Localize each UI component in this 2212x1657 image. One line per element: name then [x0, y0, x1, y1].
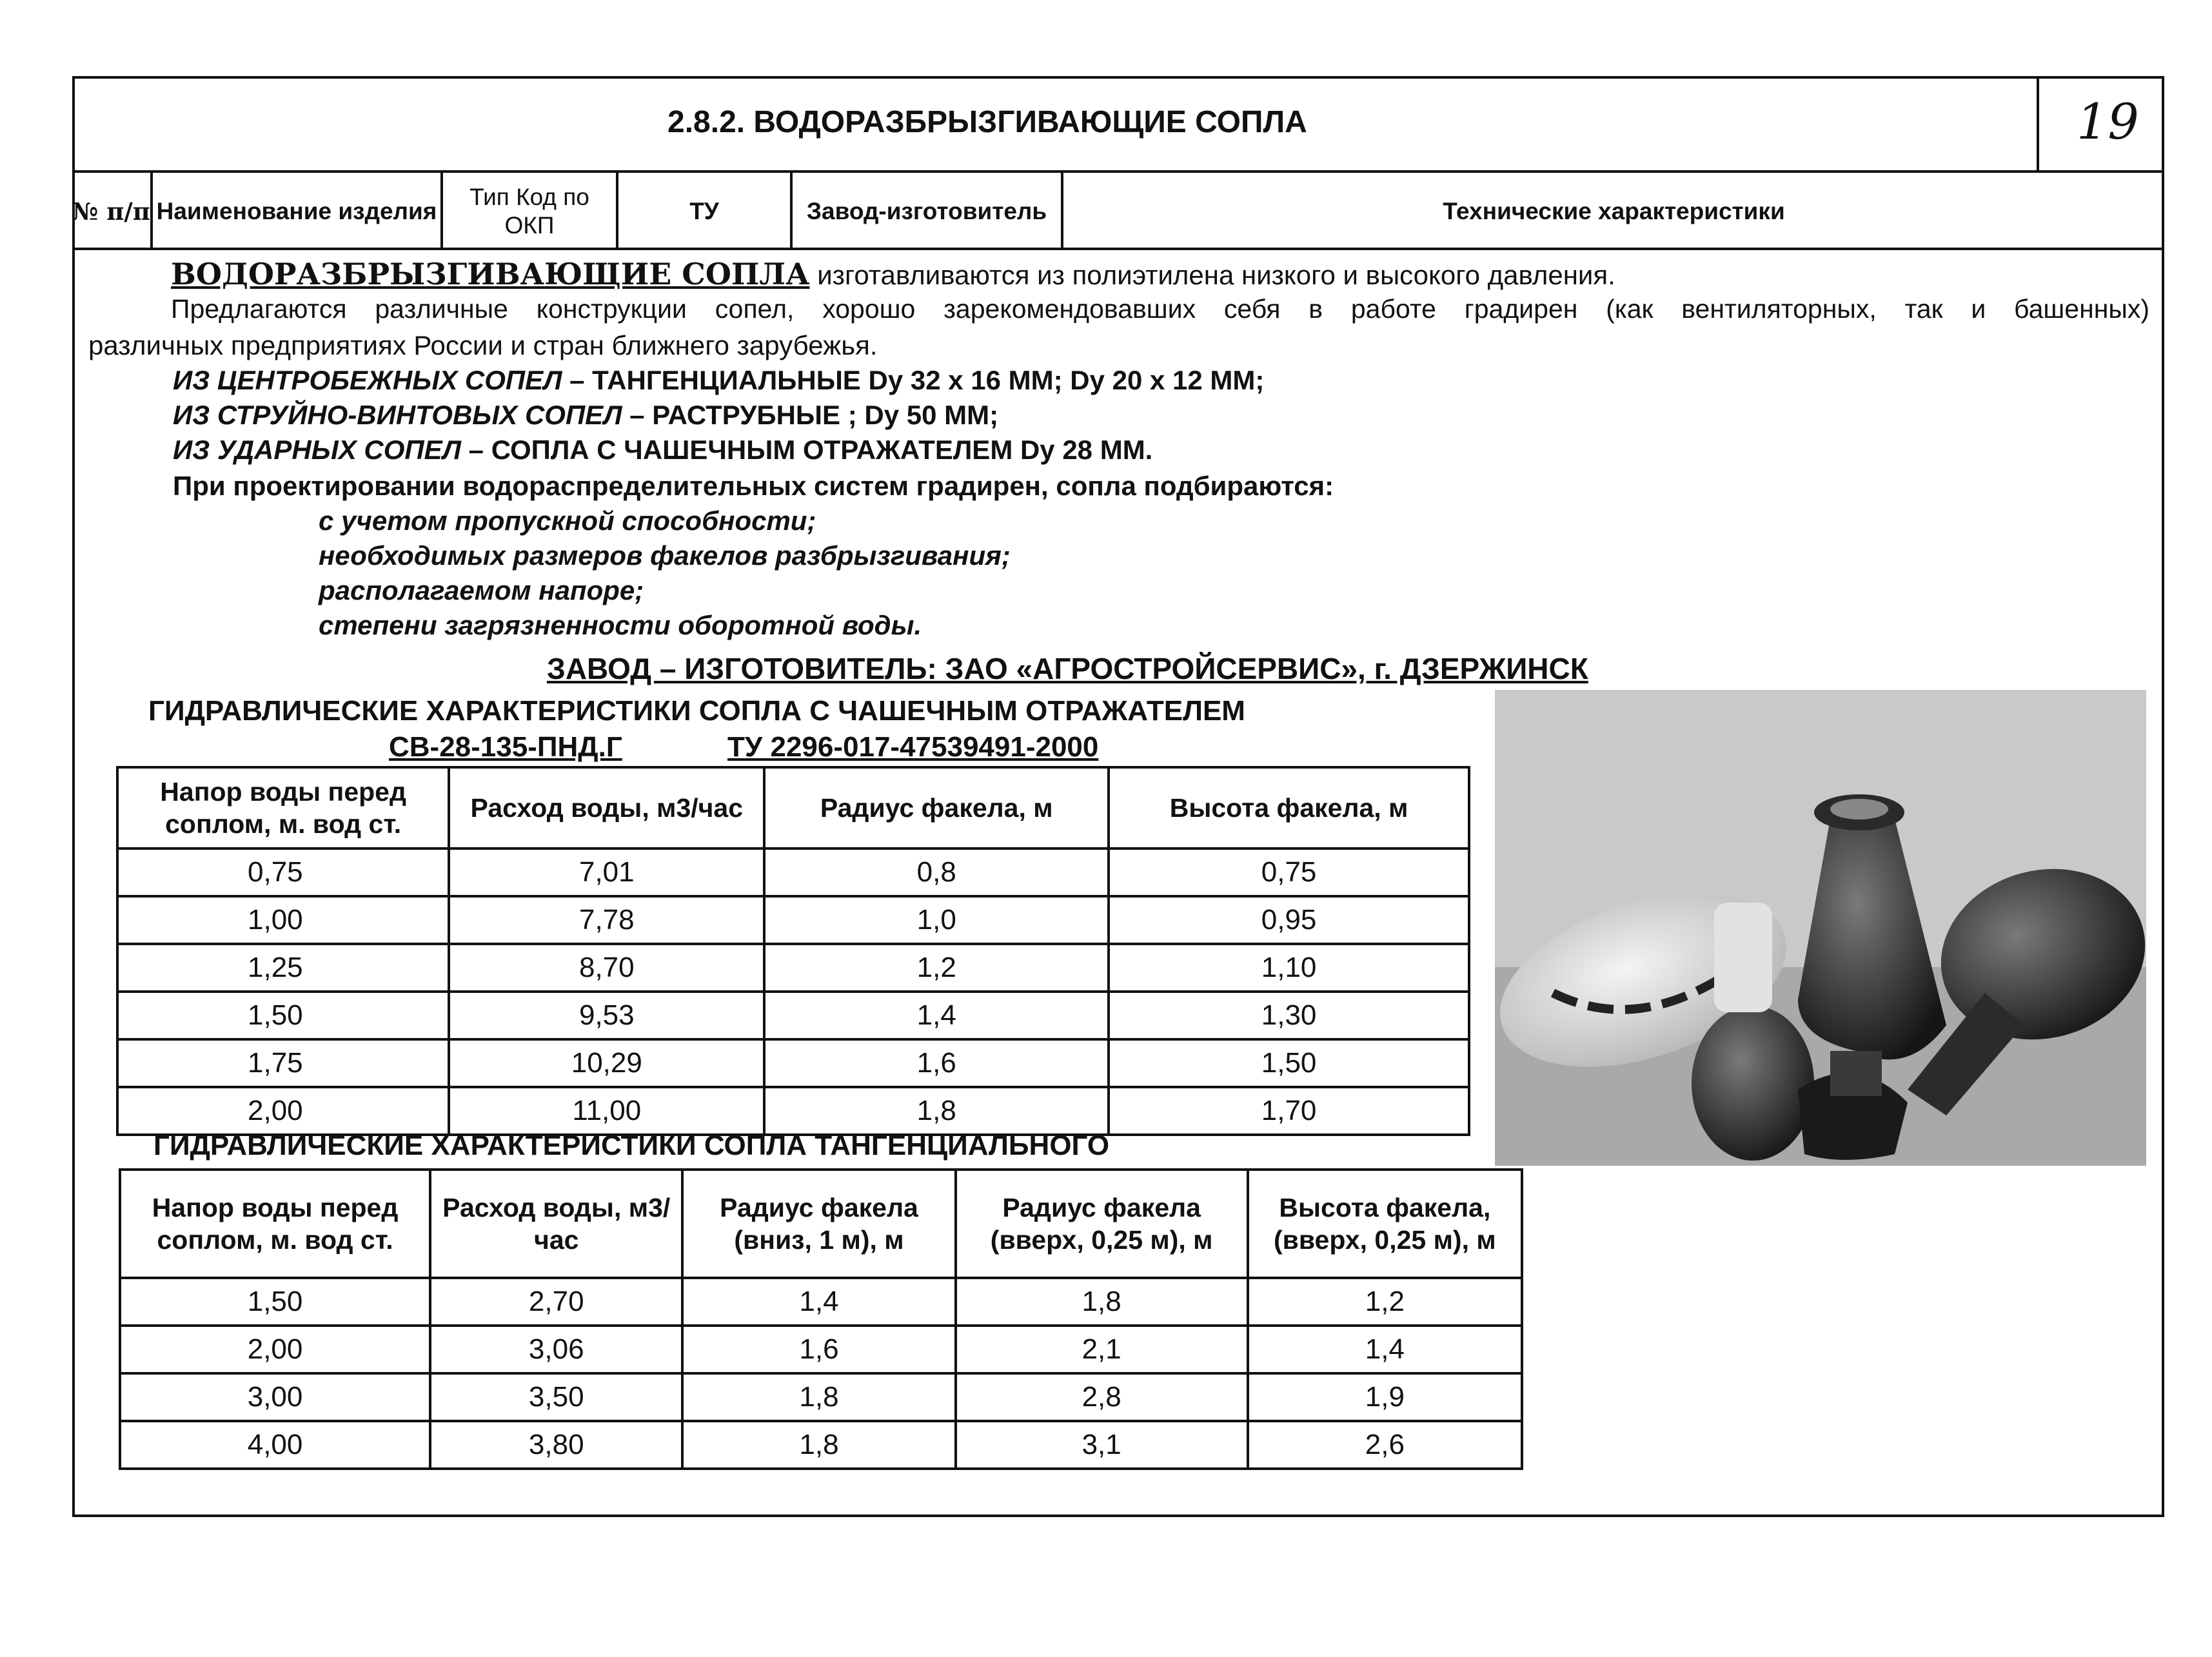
table1-model: СВ-28-135-ПНД.Г: [389, 731, 622, 763]
table2: [119, 1168, 1523, 1470]
table-cell: 1,00: [117, 896, 449, 944]
table-cell: 1,30: [1109, 992, 1469, 1039]
criterion-contamination: степени загрязненности оборотной воды.: [319, 610, 922, 640]
table-cell: 1,25: [117, 944, 449, 992]
table-cell: 2,00: [120, 1326, 430, 1373]
criterion-throughput: с учетом пропускной способности;: [319, 505, 816, 536]
criterion-spray-size: необходимых размеров факелов разбрызгивания;: [319, 540, 1011, 571]
table-cell: 1,4: [764, 992, 1109, 1039]
table-cell: 1,6: [764, 1039, 1109, 1087]
table1-header: Высота факела, м: [1109, 767, 1469, 848]
table-cell: 8,70: [449, 944, 764, 992]
header-tu: ТУ: [618, 173, 793, 250]
table-row: [117, 944, 1469, 992]
table-cell: 2,6: [1248, 1421, 1522, 1469]
header-tech: Технические характеристики: [1443, 198, 1785, 224]
table-cell: 1,6: [682, 1326, 955, 1373]
design-line: При проектировании водораспределительных систем градирен, сопла подбираются:: [173, 471, 1334, 501]
table-cell: 3,06: [430, 1326, 682, 1373]
table-cell: 3,1: [956, 1421, 1248, 1469]
table-cell: 0,75: [117, 848, 449, 896]
table-row: [120, 1421, 1522, 1469]
intro-paragraph-line1: Предлагаются различные конструкции сопел, хорошо зарекомендовавших себя в работе градирен (как вентиляторных, так и башенных): [171, 294, 2149, 324]
table-cell: 1,2: [764, 944, 1109, 992]
table-cell: 0,75: [1109, 848, 1469, 896]
list-item-centrifugal: ИЗ ЦЕНТРОБЕЖНЫХ СОПЕЛ – ТАНГЕНЦИАЛЬНЫЕ Dy 32 х 16 ММ; Dy 20 х 12 ММ;: [173, 365, 1265, 395]
table-cell: 1,10: [1109, 944, 1469, 992]
table-cell: 1,8: [682, 1421, 955, 1469]
table-cell: 2,00: [117, 1087, 449, 1135]
table-row: [117, 1039, 1469, 1087]
table-cell: 2,70: [430, 1278, 682, 1326]
intro-paragraph-line2: различных предприятиях России и стран ближнего зарубежья.: [88, 330, 878, 360]
header-type: Тип Код по ОКП: [443, 173, 618, 250]
page-title: 2.8.2. ВОДОРАЗБРЫЗГИВАЮЩИЕ СОПЛА: [667, 105, 1307, 139]
table-cell: 1,2: [1248, 1278, 1522, 1326]
table-row: [117, 992, 1469, 1039]
table-cell: 0,95: [1109, 896, 1469, 944]
table2-title: ГИДРАВЛИЧЕСКИЕ ХАРАКТЕРИСТИКИ СОПЛА ТАНГЕНЦИАЛЬНОГО: [153, 1130, 1110, 1161]
table-cell: 1,75: [117, 1039, 449, 1087]
intro-heading-line: [171, 257, 1615, 291]
table-cell: 3,50: [430, 1373, 682, 1421]
table2-header: Расход воды, м3/час: [430, 1170, 682, 1278]
table1-header: Радиус факела, м: [764, 767, 1109, 848]
table-row: [117, 848, 1469, 896]
table-cell: 3,00: [120, 1373, 430, 1421]
table-cell: 1,4: [682, 1278, 955, 1326]
table-cell: 1,50: [120, 1278, 430, 1326]
table-cell: 3,80: [430, 1421, 682, 1469]
table-cell: 1,50: [117, 992, 449, 1039]
table-cell: 1,50: [1109, 1039, 1469, 1087]
header-name: Наименование изделия: [153, 173, 443, 250]
table-cell: 2,1: [956, 1326, 1248, 1373]
list-item-impact: ИЗ УДАРНЫХ СОПЕЛ – СОПЛА С ЧАШЕЧНЫМ ОТРАЖАТЕЛЕМ Dy 28 ММ.: [173, 435, 1153, 465]
table-row: [117, 1087, 1469, 1135]
table-cell: 10,29: [449, 1039, 764, 1087]
table-cell: 1,4: [1248, 1326, 1522, 1373]
table-cell: 1,9: [1248, 1373, 1522, 1421]
table-cell: 1,70: [1109, 1087, 1469, 1135]
list-item-jet-screw: ИЗ СТРУЙНО-ВИНТОВЫХ СОПЕЛ – РАСТРУБНЫЕ ; Dy 50 ММ;: [173, 400, 999, 430]
page-number: 19: [2077, 93, 2139, 150]
intro-heading-rest: изготавливаются из полиэтилена низкого и высокого давления.: [817, 260, 1615, 290]
page-number-box: [2037, 76, 2164, 173]
table-row: [120, 1326, 1522, 1373]
table-cell: 0,8: [764, 848, 1109, 896]
table2-header: Высота факела, (вверх, 0,25 м), м: [1248, 1170, 1522, 1278]
table-cell: 9,53: [449, 992, 764, 1039]
table2-header: Радиус факела (вниз, 1 м), м: [682, 1170, 955, 1278]
table1-title: ГИДРАВЛИЧЕСКИЕ ХАРАКТЕРИСТИКИ СОПЛА С ЧАШЕЧНЫМ ОТРАЖАТЕЛЕМ: [148, 695, 1245, 727]
table-cell: 7,78: [449, 896, 764, 944]
table-cell: 4,00: [120, 1421, 430, 1469]
criterion-head: располагаемом напоре;: [319, 575, 644, 605]
table-cell: 1,8: [764, 1087, 1109, 1135]
table-row: [120, 1278, 1522, 1326]
table1: [116, 766, 1470, 1136]
table-cell: 11,00: [449, 1087, 764, 1135]
table-cell: 2,8: [956, 1373, 1248, 1421]
table2-header: Радиус факела (вверх, 0,25 м), м: [956, 1170, 1248, 1278]
table1-tu: ТУ 2296-017-47539491-2000: [727, 731, 1099, 763]
table-cell: 1,8: [956, 1278, 1248, 1326]
header-factory: Завод-изготовитель: [793, 173, 1063, 250]
header-num: № п/п: [72, 173, 153, 250]
table2-header: Напор воды перед соплом, м. вод ст.: [120, 1170, 430, 1278]
table1-header: Расход воды, м3/час: [449, 767, 764, 848]
nozzle-illustration: [1495, 690, 2146, 1166]
intro-heading: ВОДОРАЗБРЫЗГИВАЮЩИЕ СОПЛА: [171, 257, 810, 291]
table1-header: Напор воды перед соплом, м. вод ст.: [117, 767, 449, 848]
table-cell: 1,8: [682, 1373, 955, 1421]
table-cell: 1,0: [764, 896, 1109, 944]
factory-line: ЗАВОД – ИЗГОТОВИТЕЛЬ: ЗАО «АГРОСТРОЙСЕРВИС», г. ДЗЕРЖИНСК: [547, 652, 1588, 685]
nozzle-photo: [1495, 690, 2146, 1166]
table-row: [117, 896, 1469, 944]
table-cell: 7,01: [449, 848, 764, 896]
table-row: [120, 1373, 1522, 1421]
